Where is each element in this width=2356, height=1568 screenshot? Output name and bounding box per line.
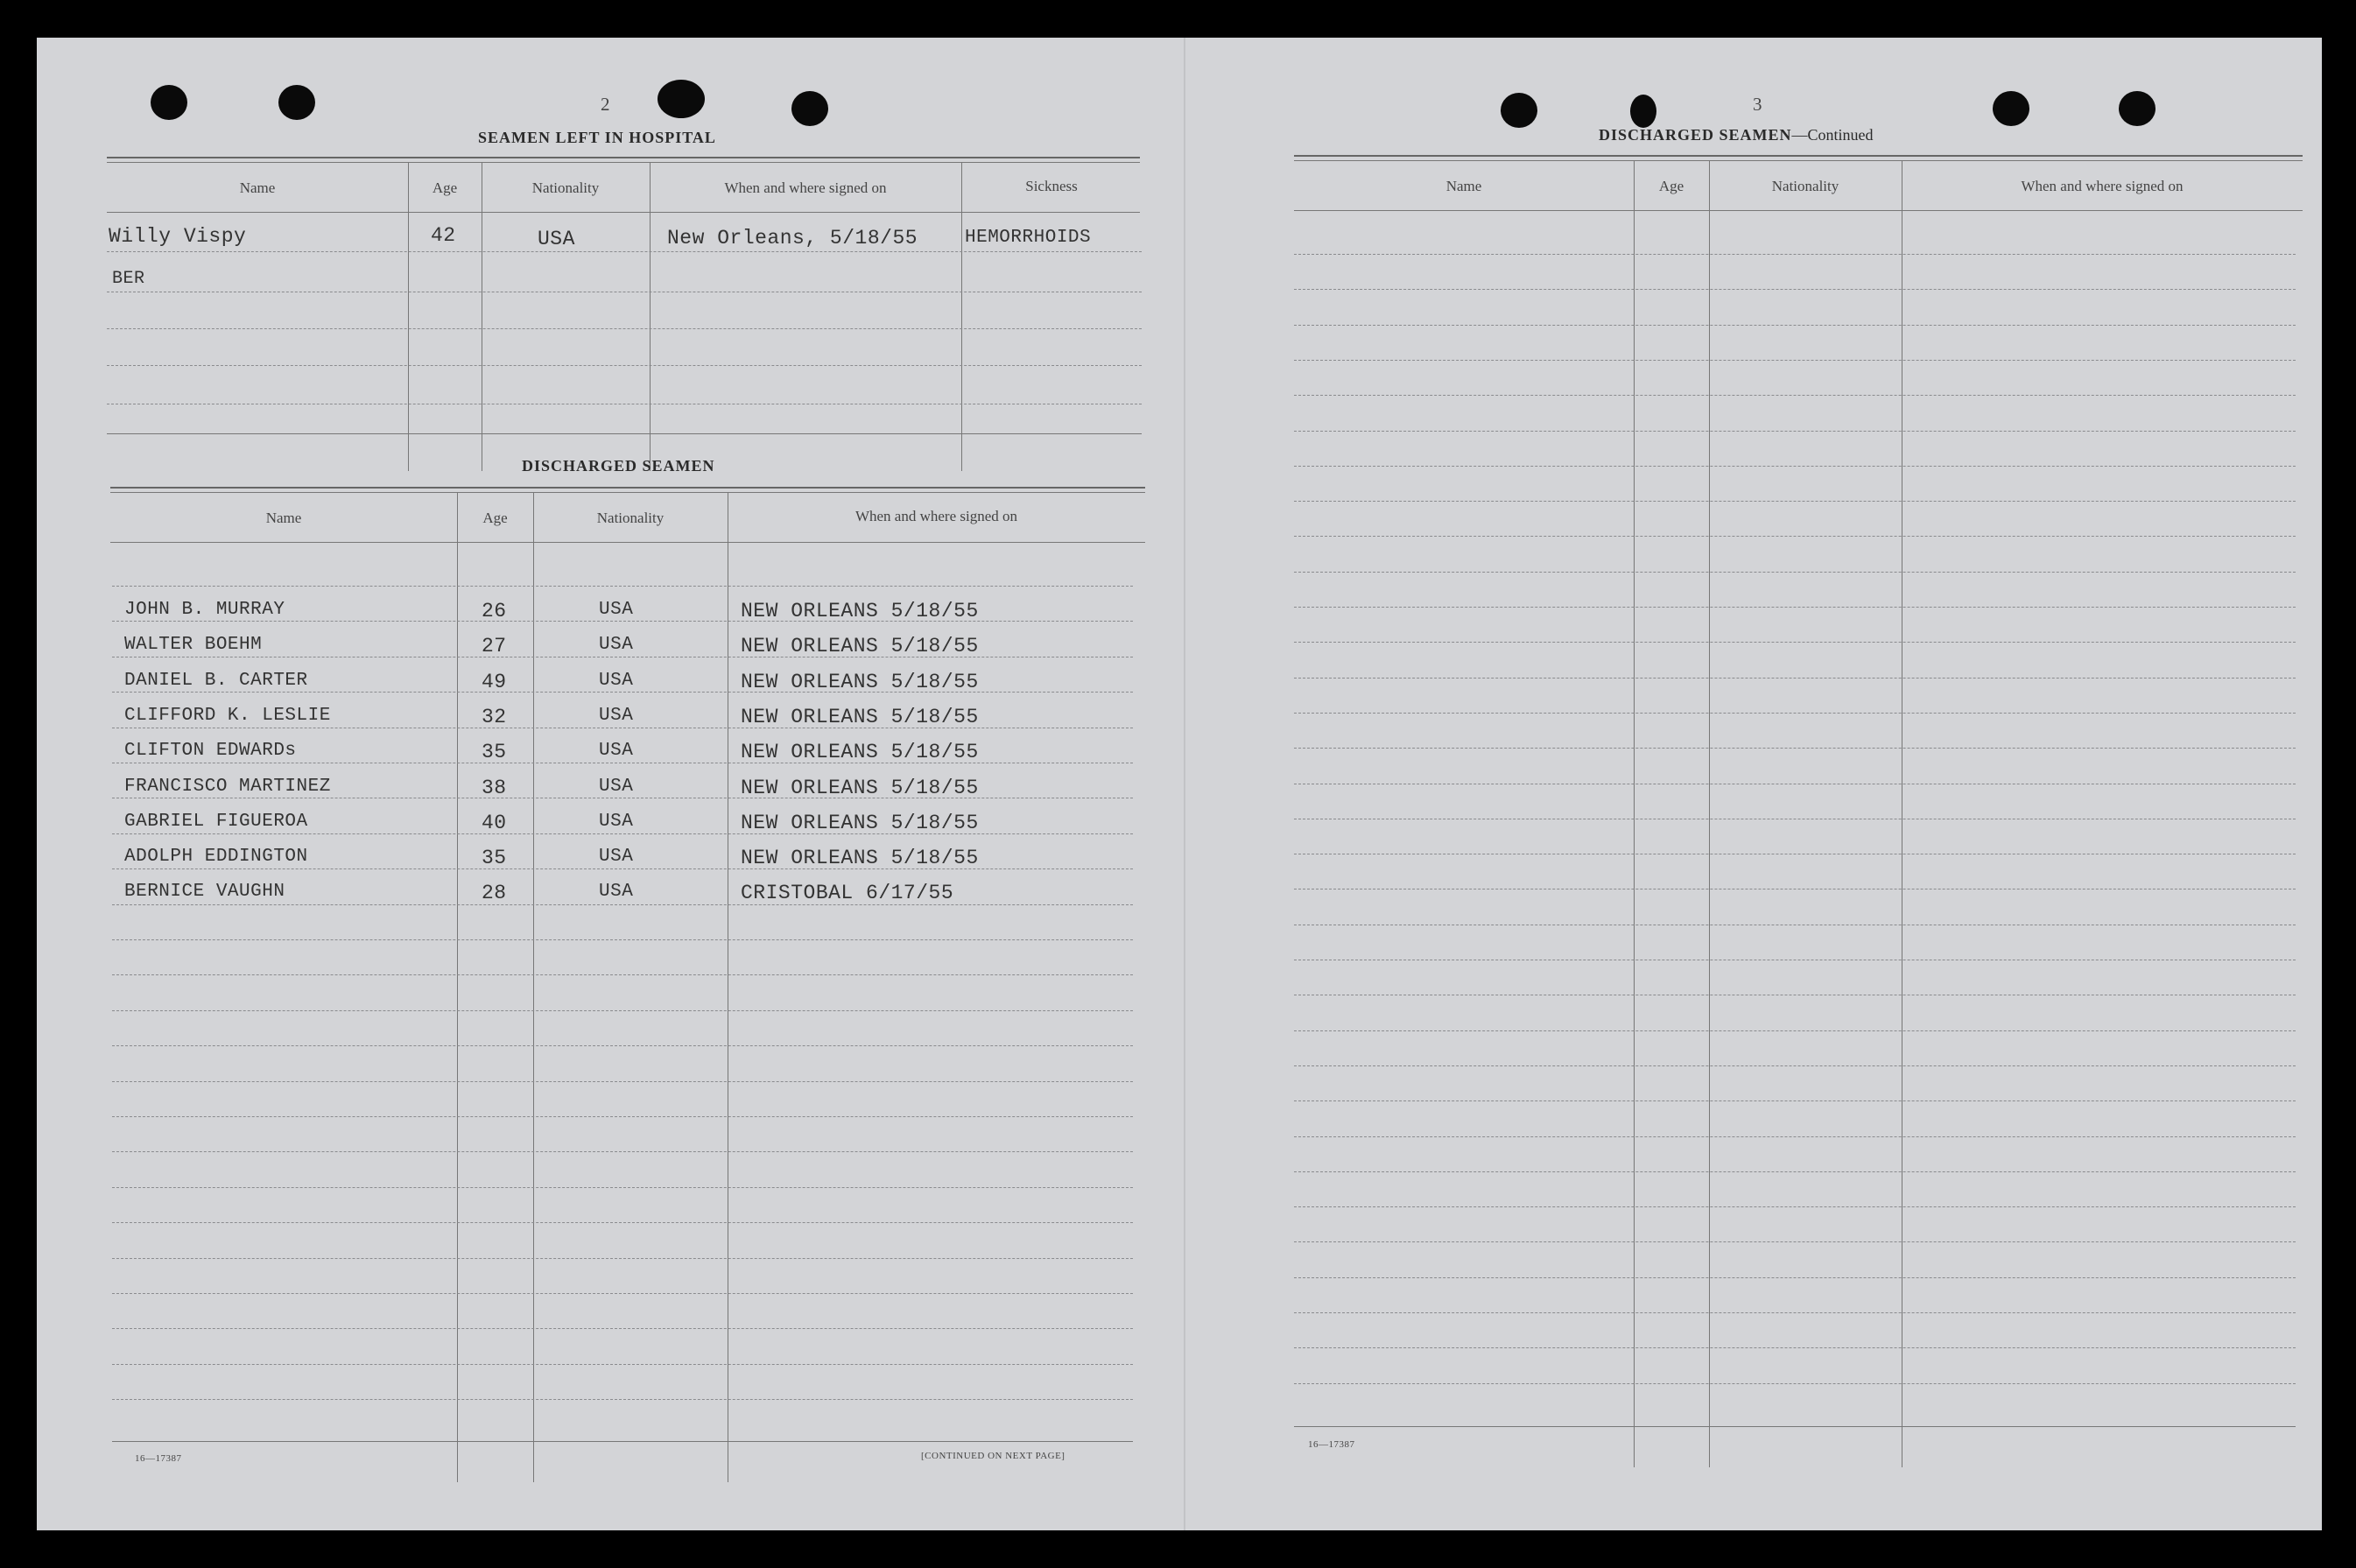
hospital-sickness: HEMORRHOIDS (965, 228, 1092, 248)
column-header-signed-on: When and where signed on (724, 179, 887, 196)
document-paper (37, 38, 2322, 1530)
form-number: 16—17387 (1308, 1439, 1355, 1450)
column-header-nationality: Nationality (596, 510, 665, 526)
seaman-age: 27 (482, 635, 507, 658)
row-line (1294, 1136, 2296, 1137)
discharged-section-title: DISCHARGED SEAMEN (522, 457, 715, 475)
seaman-signed-on: NEW ORLEANS 5/18/55 (741, 670, 979, 693)
row-line (112, 1116, 1133, 1117)
row-line (1294, 466, 2296, 467)
hospital-age: 42 (431, 224, 456, 247)
row-line (1294, 360, 2296, 361)
column-header-age: Age (432, 179, 458, 196)
seaman-nationality: USA (599, 600, 634, 620)
row-line (112, 621, 1133, 622)
punch-hole (791, 91, 828, 126)
punch-hole (2119, 91, 2156, 126)
seaman-age: 32 (482, 705, 507, 728)
seaman-name: ADOLPH EDDINGTON (124, 847, 308, 868)
row-line (1294, 713, 2296, 714)
seaman-signed-on: NEW ORLEANS 5/18/55 (741, 635, 979, 658)
table-rule (1294, 210, 2303, 211)
column-divider (650, 163, 651, 471)
seaman-nationality: USA (599, 847, 634, 868)
table-rule (107, 433, 1142, 434)
seaman-name: BERNICE VAUGHN (124, 882, 285, 903)
row-line (1294, 1241, 2296, 1242)
row-line (107, 365, 1142, 366)
row-line (107, 328, 1142, 329)
column-divider (533, 493, 534, 1482)
left-page (37, 38, 1184, 1530)
row-line (112, 868, 1133, 869)
seaman-name: FRANCISCO MARTINEZ (124, 776, 331, 797)
row-line (1294, 501, 2296, 502)
row-line (112, 1045, 1133, 1046)
row-line (112, 692, 1133, 693)
seaman-age: 28 (482, 882, 507, 905)
row-line (1294, 1383, 2296, 1384)
seaman-name: CLIFFORD K. LESLIE (124, 705, 331, 726)
punch-hole (151, 85, 187, 120)
table-rule (110, 487, 1145, 489)
column-header-signed-on: When and where signed on (854, 508, 1018, 524)
punch-hole (278, 85, 315, 120)
column-header-sickness: Sickness (1025, 178, 1078, 194)
column-header-age: Age (1658, 178, 1684, 194)
page-number: 3 (1753, 94, 1762, 115)
hospital-signed-on: New Orleans, 5/18/55 (667, 227, 918, 250)
row-line (1294, 1171, 2296, 1172)
row-line (112, 1187, 1133, 1188)
seaman-nationality: USA (599, 635, 634, 656)
row-line (1294, 572, 2296, 573)
seaman-nationality: USA (599, 670, 634, 691)
seaman-signed-on: NEW ORLEANS 5/18/55 (741, 811, 979, 834)
row-line (112, 1151, 1133, 1152)
row-line (112, 1010, 1133, 1011)
row-line (1294, 536, 2296, 537)
seaman-signed-on: CRISTOBAL 6/17/55 (741, 882, 954, 905)
column-divider (1634, 161, 1635, 1467)
seaman-nationality: USA (599, 741, 634, 762)
row-line (1294, 607, 2296, 608)
row-line (112, 974, 1133, 975)
row-line (1294, 254, 2296, 255)
seaman-nationality: USA (599, 776, 634, 797)
row-line (112, 833, 1133, 834)
punch-hole (658, 80, 705, 118)
row-line (112, 1258, 1133, 1259)
form-number: 16—17387 (135, 1453, 182, 1464)
table-rule (107, 157, 1140, 158)
table-rule (110, 492, 1145, 493)
row-line (112, 1222, 1133, 1223)
seaman-name: WALTER BOEHM (124, 635, 263, 656)
column-header-nationality: Nationality (531, 179, 600, 196)
hospital-section-title: SEAMEN LEFT IN HOSPITAL (478, 129, 716, 146)
row-line (1294, 325, 2296, 326)
punch-hole (1501, 93, 1537, 128)
seaman-age: 26 (482, 600, 507, 622)
column-header-name: Name (265, 510, 302, 526)
row-line (1294, 1100, 2296, 1101)
seaman-age: 35 (482, 741, 507, 764)
row-line (112, 1328, 1133, 1329)
row-line (1294, 1277, 2296, 1278)
row-line (112, 1293, 1133, 1294)
column-divider (1709, 161, 1710, 1467)
row-line (112, 1081, 1133, 1082)
row-line (112, 586, 1133, 587)
seaman-age: 40 (482, 811, 507, 834)
seaman-signed-on: NEW ORLEANS 5/18/55 (741, 705, 979, 728)
hospital-name: BER (112, 269, 145, 289)
row-line (1294, 395, 2296, 396)
punch-hole (1993, 91, 2029, 126)
table-rule (1294, 160, 2303, 161)
row-line (107, 251, 1142, 252)
seaman-name: CLIFTON EDWARDs (124, 741, 297, 762)
right-page (1185, 38, 2322, 1530)
seaman-signed-on: NEW ORLEANS 5/18/55 (741, 776, 979, 799)
table-rule (107, 212, 1140, 213)
row-line (1294, 1347, 2296, 1348)
column-header-nationality: Nationality (1771, 178, 1839, 194)
seaman-age: 49 (482, 670, 507, 693)
row-line (1294, 1206, 2296, 1207)
continued-note: [CONTINUED ON NEXT PAGE] (921, 1451, 1065, 1461)
row-line (112, 904, 1133, 905)
seaman-signed-on: NEW ORLEANS 5/18/55 (741, 741, 979, 764)
row-line (1294, 1030, 2296, 1031)
seaman-nationality: USA (599, 882, 634, 903)
column-header-name: Name (1445, 178, 1482, 194)
row-line (1294, 289, 2296, 290)
hospital-name: Willy Vispy (109, 225, 247, 248)
column-header-name: Name (239, 179, 276, 196)
seaman-age: 35 (482, 847, 507, 870)
row-line (1294, 748, 2296, 749)
seaman-name: JOHN B. MURRAY (124, 600, 285, 620)
seaman-age: 38 (482, 776, 507, 799)
table-rule (1294, 155, 2303, 157)
table-rule (1294, 1426, 2296, 1427)
punch-hole (1630, 95, 1656, 128)
row-line (1294, 642, 2296, 643)
column-divider (408, 163, 409, 471)
hospital-nationality: USA (538, 228, 575, 250)
row-line (112, 1364, 1133, 1365)
column-header-signed-on: When and where signed on (2021, 178, 2184, 194)
row-line (1294, 431, 2296, 432)
column-header-age: Age (482, 510, 508, 526)
row-line (112, 1399, 1133, 1400)
column-divider (961, 163, 962, 471)
row-line (1294, 1312, 2296, 1313)
row-line (112, 939, 1133, 940)
seaman-name: GABRIEL FIGUEROA (124, 811, 308, 832)
seaman-nationality: USA (599, 705, 634, 726)
seaman-nationality: USA (599, 811, 634, 832)
seaman-signed-on: NEW ORLEANS 5/18/55 (741, 847, 979, 870)
table-rule (112, 1441, 1133, 1442)
table-rule (110, 542, 1145, 543)
seaman-name: DANIEL B. CARTER (124, 670, 308, 691)
seaman-signed-on: NEW ORLEANS 5/18/55 (741, 600, 979, 622)
page-number: 2 (601, 94, 610, 115)
row-line (1294, 678, 2296, 679)
table-rule (107, 162, 1140, 163)
column-divider (457, 493, 458, 1482)
continued-section-title: DISCHARGED SEAMEN—Continued (1599, 126, 1874, 144)
row-line (1294, 1065, 2296, 1066)
